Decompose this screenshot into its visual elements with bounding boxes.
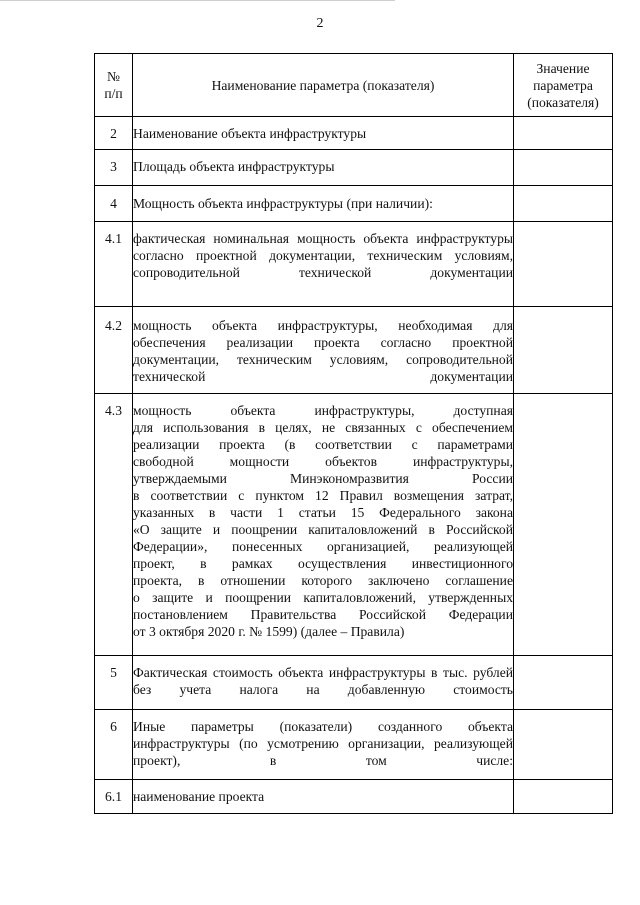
table-header-row	[95, 54, 613, 117]
row-name-line: о защите и поощрении капиталовложений, утвержденных	[133, 590, 513, 605]
row-name-line: мощность объекта инфраструктуры, доступная	[133, 403, 513, 418]
row-value	[514, 394, 613, 656]
table-row	[95, 150, 613, 186]
row-name: Наименование объекта инфраструктуры	[133, 117, 514, 150]
table-row	[95, 117, 613, 150]
table-row	[95, 394, 613, 656]
row-name-line: утверждаемыми Минэкономразвития России	[133, 471, 513, 486]
row-name: наименование проекта	[133, 780, 514, 814]
row-number: 2	[95, 117, 133, 150]
row-name-line: реализации проекта (в соответствии с параметрами	[133, 437, 513, 452]
row-value	[514, 150, 613, 186]
row-name-line: Федерации», понесенных организацией, реализующей	[133, 539, 513, 554]
row-number: 3	[95, 150, 133, 186]
header-num	[95, 54, 133, 117]
parameters-table	[94, 53, 613, 814]
row-value	[514, 186, 613, 222]
row-number: 6	[95, 710, 133, 780]
row-name: Площадь объекта инфраструктуры	[133, 150, 514, 186]
row-value	[514, 710, 613, 780]
row-name-line: указанных в части 1 статьи 15 Федерального закона	[133, 505, 513, 520]
row-name-line: от 3 октября 2020 г. № 1599) (далее – Правила)	[133, 624, 405, 639]
row-number: 4.2	[95, 307, 133, 394]
row-name: Фактическая стоимость объекта инфраструктуры в тыс. рублей без учета налога на добавленную стоимость	[133, 656, 514, 710]
table-row	[95, 710, 613, 780]
row-name: Иные параметры (показатели) созданного объекта инфраструктуры (по усмотрению организации, реализующей проект), в том числе:	[133, 710, 514, 780]
row-name: фактическая номинальная мощность объекта инфраструктуры согласно проектной документации, техническим условиям, сопроводительной технической документации	[133, 222, 514, 307]
row-name-line: для использования в целях, не связанных с обеспечением	[133, 420, 513, 435]
header-num-text: № п/п	[104, 69, 123, 101]
top-rule	[0, 0, 395, 1]
table-row	[95, 222, 613, 307]
row-number: 6.1	[95, 780, 133, 814]
table-row	[95, 780, 613, 814]
table-row	[95, 307, 613, 394]
row-value	[514, 307, 613, 394]
table-row	[95, 656, 613, 710]
row-name: мощность объекта инфраструктуры, необходимая для обеспечения реализации проекта согласно проектной документации, техническим условиям, сопроводительной технической документации	[133, 307, 514, 394]
row-value	[514, 780, 613, 814]
row-value	[514, 117, 613, 150]
row-name-line: свободной мощности объектов инфраструктуры,	[133, 454, 513, 469]
row-name	[133, 394, 514, 656]
row-number: 4	[95, 186, 133, 222]
row-value	[514, 222, 613, 307]
header-value-text: Значение параметра (показателя)	[527, 60, 599, 110]
row-name-line: в соответствии с пунктом 12 Правил возмещения затрат,	[133, 488, 513, 503]
table-row	[95, 186, 613, 222]
header-name-text: Наименование параметра (показателя)	[211, 77, 435, 93]
header-value	[514, 54, 613, 117]
row-name-line: проект, в рамках осуществления инвестиционного	[133, 556, 513, 571]
row-number: 4.3	[95, 394, 133, 656]
row-number: 4.1	[95, 222, 133, 307]
header-name	[133, 54, 514, 117]
row-name: Мощность объекта инфраструктуры (при наличии):	[133, 186, 514, 222]
row-name-line: постановлением Правительства Российской Федерации	[133, 607, 513, 622]
row-name-line: проекта, в отношении которого заключено соглашение	[133, 573, 513, 588]
row-value	[514, 656, 613, 710]
row-number: 5	[95, 656, 133, 710]
row-name-line: «О защите и поощрении капиталовложений в Российской	[133, 522, 513, 537]
page-number: 2	[316, 16, 324, 31]
